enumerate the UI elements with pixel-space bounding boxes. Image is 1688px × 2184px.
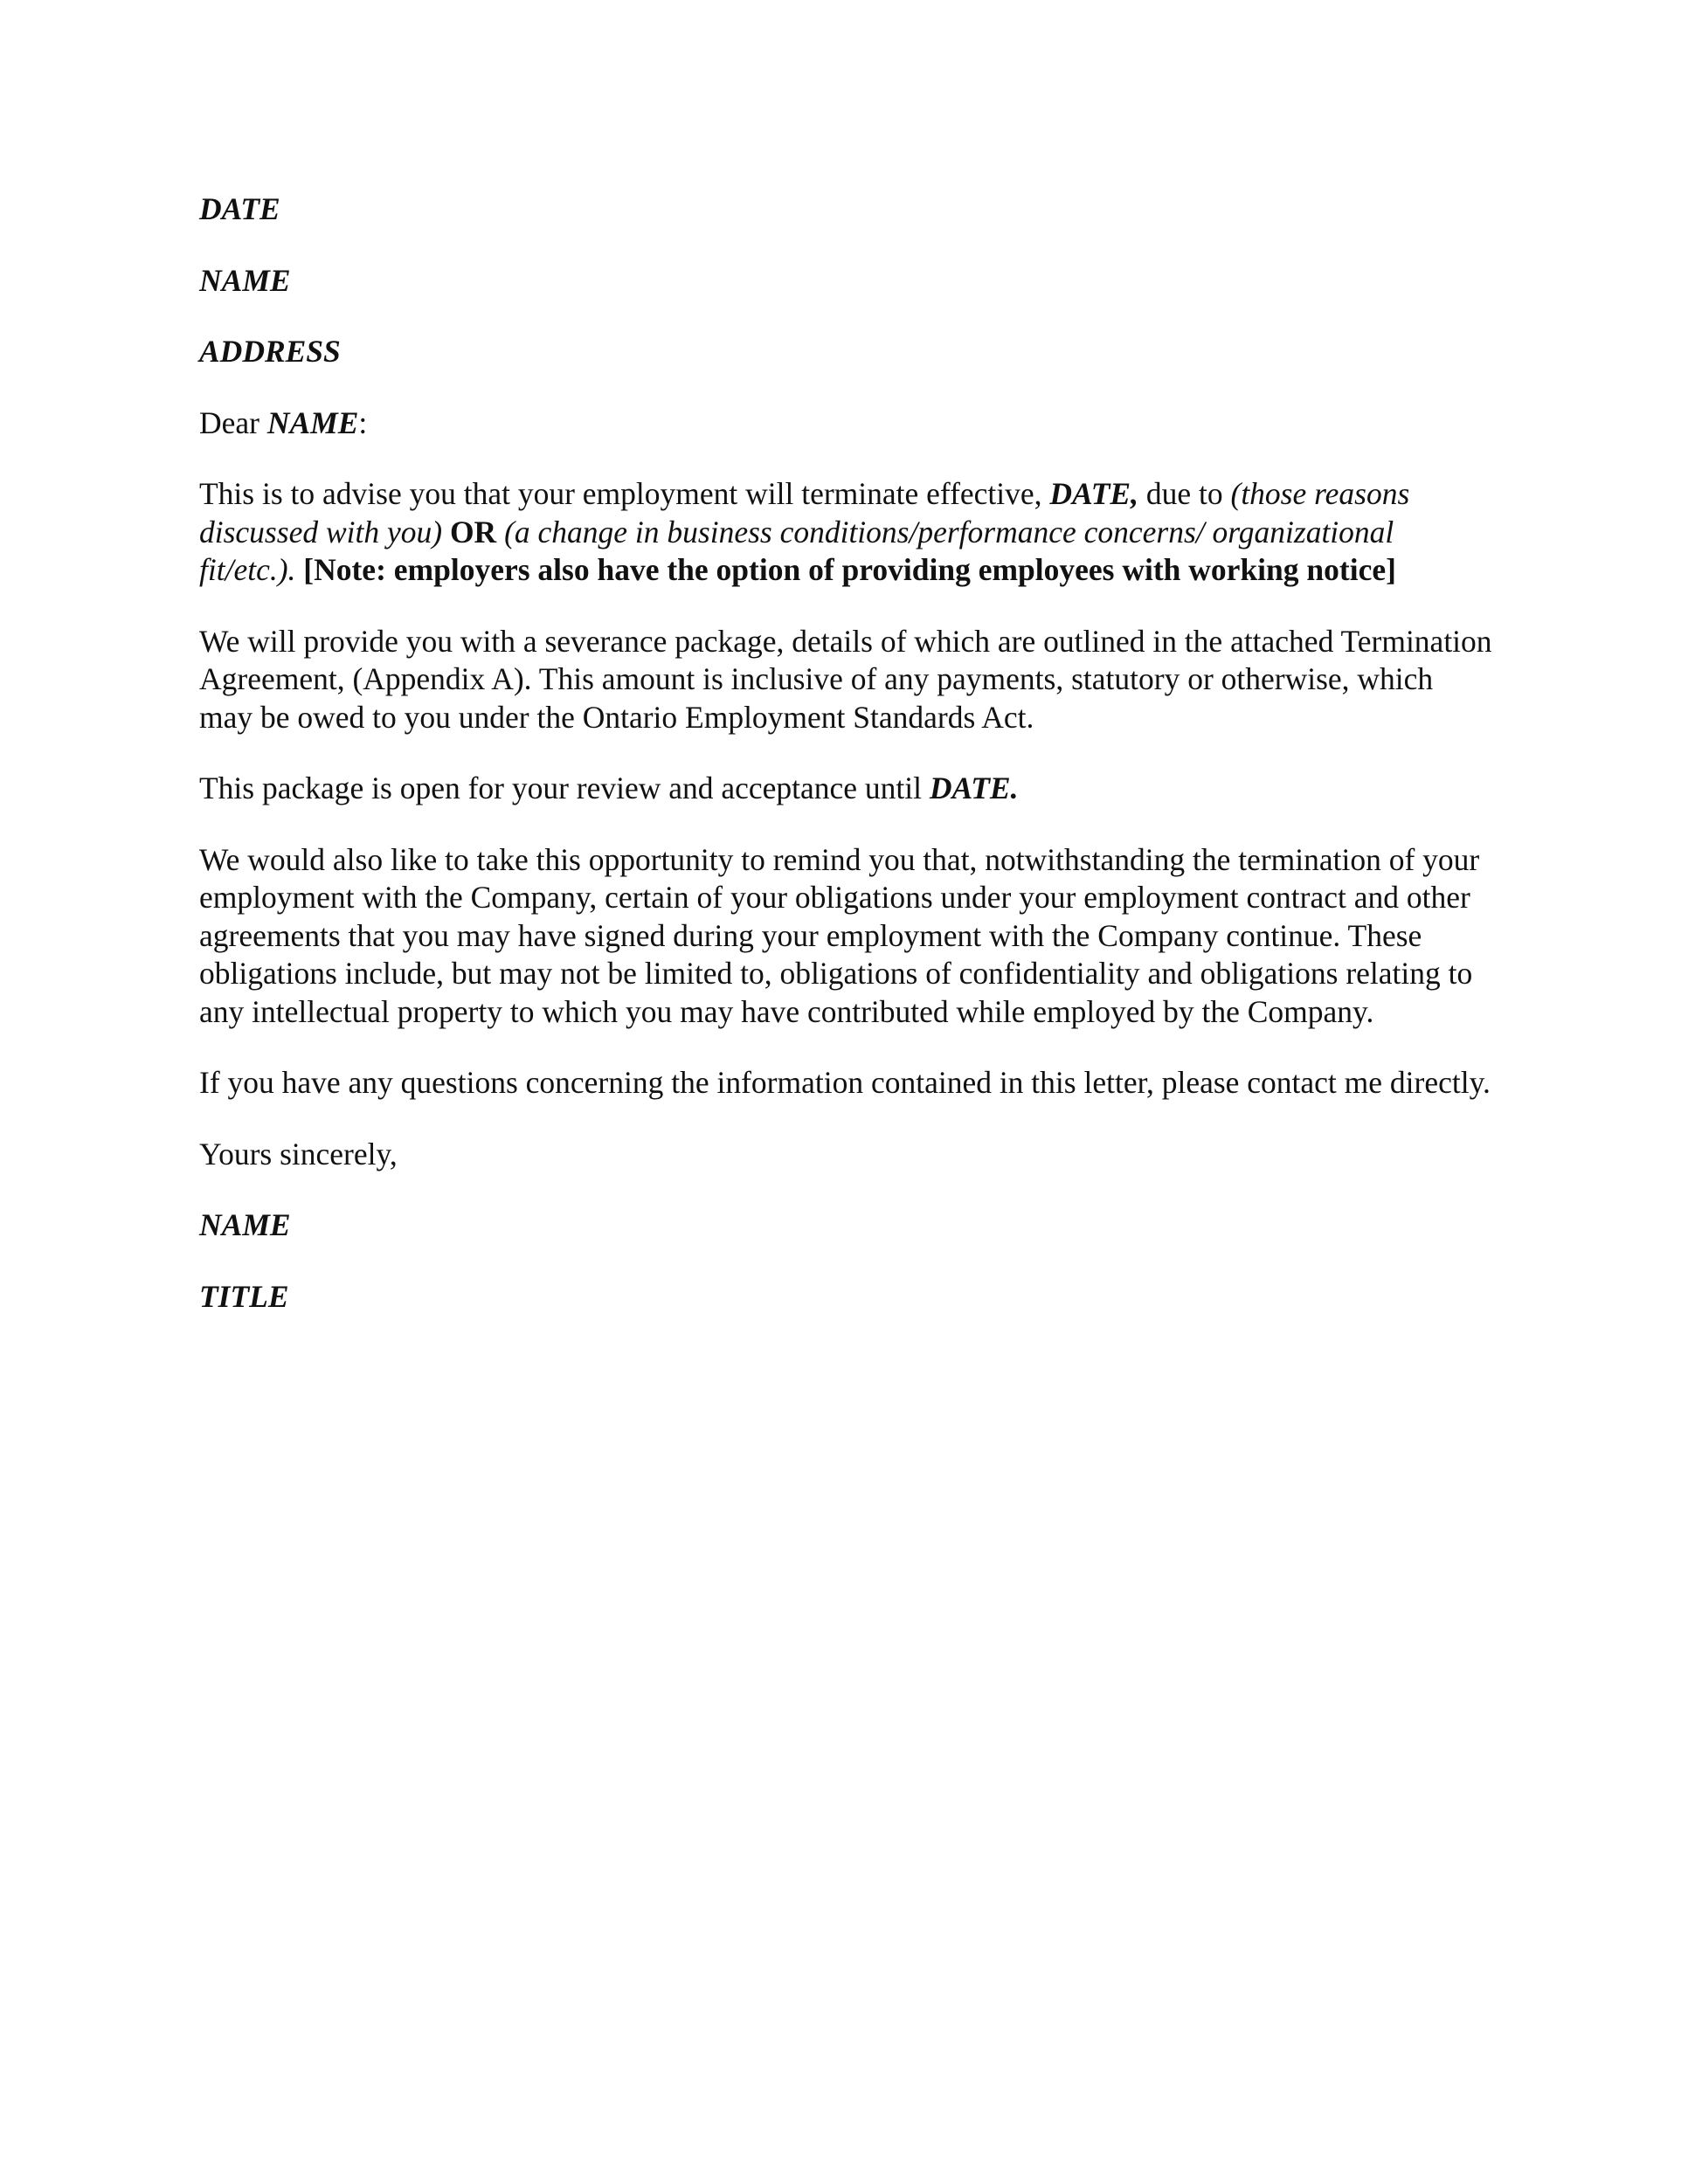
acceptance-text: This package is open for your review and acceptance until <box>199 771 930 805</box>
severance-paragraph: We will provide you with a severance package, details of which are outlined in the attached Termination Agreement, (Appendix A). This amount is inclusive of any payments, statutory or otherwise, which may be owed to you under the Ontario Employment Standards Act. <box>199 623 1492 735</box>
termination-letter <box>199 190 1492 1349</box>
acceptance-paragraph <box>199 770 1492 808</box>
questions-paragraph: If you have any questions concerning the information contained in this letter, please contact me directly. <box>199 1065 1491 1100</box>
termination-date-field: DATE, <box>1049 476 1138 511</box>
closing: Yours sincerely, <box>199 1136 398 1171</box>
salutation <box>199 404 1492 443</box>
salutation-name: NAME <box>266 404 359 440</box>
or-separator: OR <box>442 514 505 549</box>
working-notice-note: [Note: employers also have the option of providing employees with working notice] <box>295 552 1396 587</box>
address-field: ADDRESS <box>199 334 341 369</box>
reason-option-2: (a change in business conditions/performance concerns/ organizational fit/etc.). <box>199 514 1394 587</box>
termination-paragraph <box>199 475 1492 590</box>
termination-due-to: due to <box>1138 476 1231 511</box>
obligations-paragraph: We would also like to take this opportunity to remind you that, notwithstanding the termination of your employment with the Company, certain of your obligations under your employment contract and other agreements that you may have signed during your employment with the Company continue. These obligations include, but may not be limited to, obligations of confidentiality and obligations relating to any intellectual property to which you may have contributed while employed by the Company. <box>199 841 1480 1029</box>
recipient-name-field: NAME <box>199 262 291 298</box>
acceptance-date-field: DATE. <box>929 771 1019 805</box>
signature-name-field: NAME <box>199 1207 291 1242</box>
salutation-prefix: Dear <box>199 404 267 440</box>
reason-option-1: (those reasons discussed with you) <box>199 476 1410 549</box>
signature-title-field: TITLE <box>199 1278 289 1314</box>
termination-intro: This is to advise you that your employment will terminate effective, <box>199 476 1050 511</box>
date-field: DATE <box>199 191 280 226</box>
salutation-suffix: : <box>358 404 368 440</box>
